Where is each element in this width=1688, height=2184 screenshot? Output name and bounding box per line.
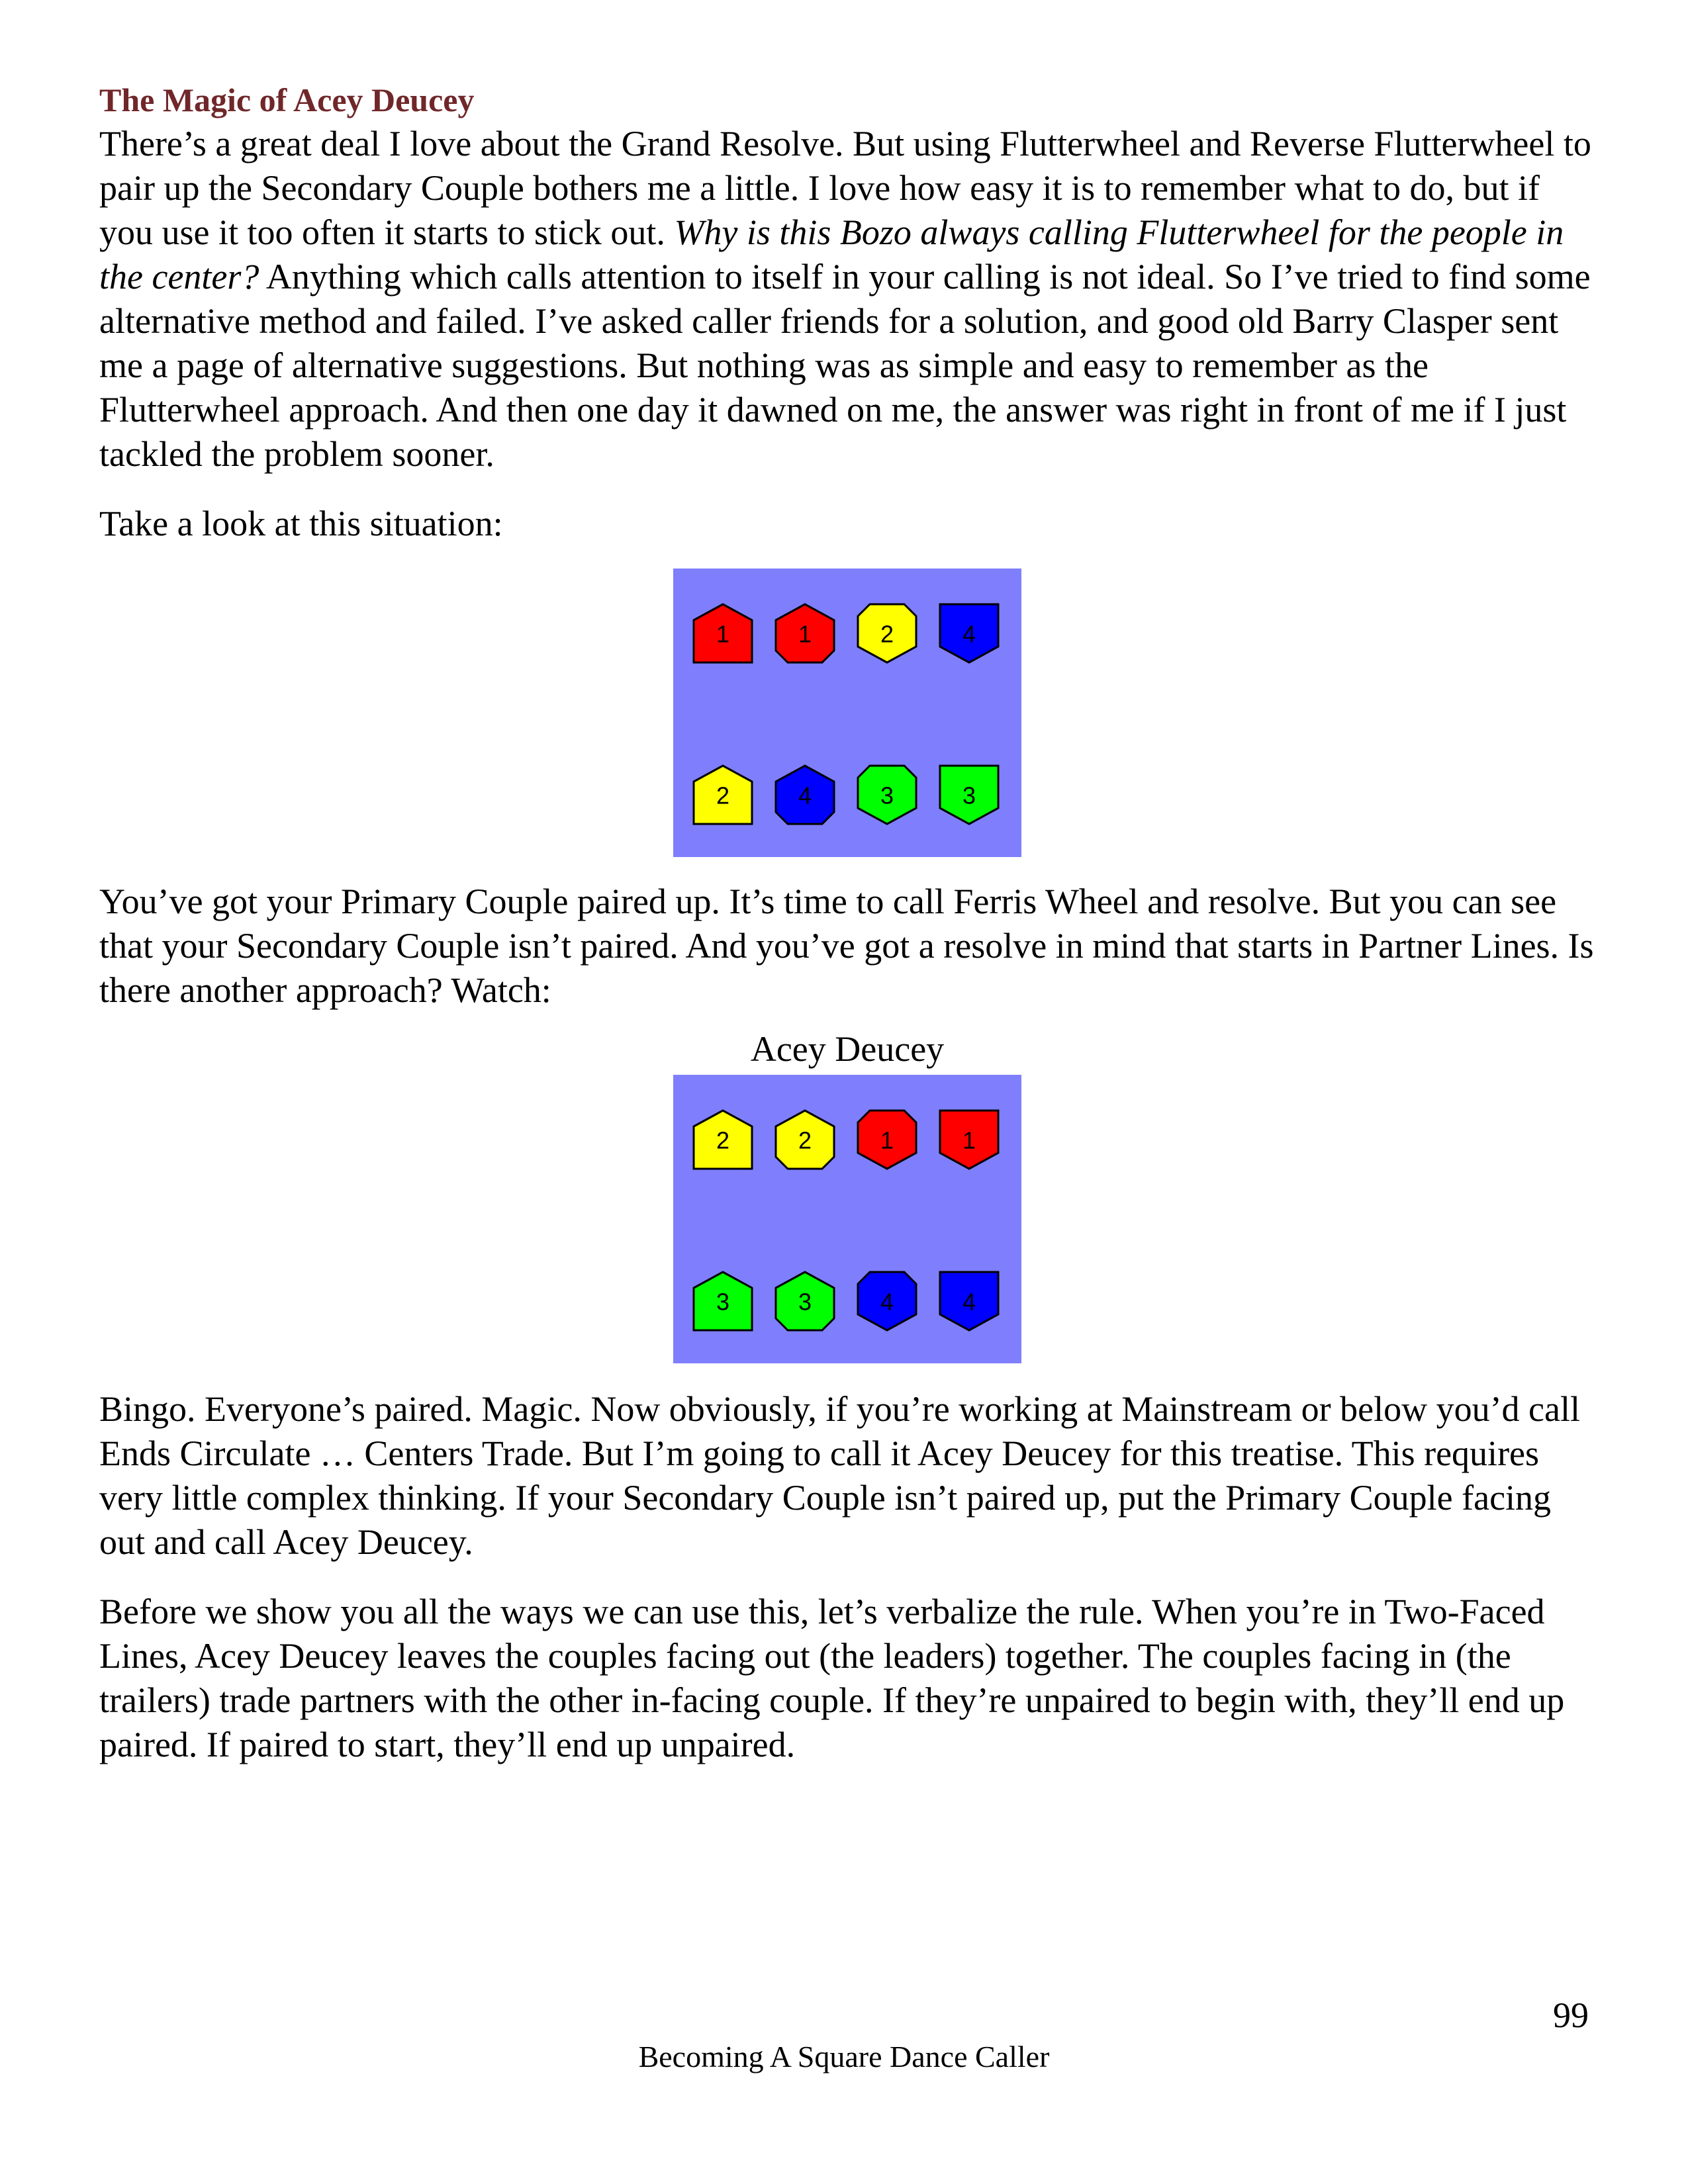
paragraph-intro-text-2: Anything which calls attention to itself in your calling is not ideal. So I’ve tried to find some alternative method and failed. I’ve asked caller friends for a solution, and good old Barry Clasper sent me a page of alternative suggestions. But nothing was as simple and easy to remember as the Flutterwheel approach. And then one day it dawned on me, the answer was right in front of me if I just tackled the problem sooner. [99,257,1591,474]
dancer-label: 4 [962,1288,976,1316]
diagram-2-caption: Acey Deucey [750,1029,945,1069]
dancer-blue-4-boy [940,1272,998,1330]
footer-book-title: Becoming A Square Dance Caller [638,2040,1050,2073]
paragraph-rule: Before we show you all the ways we can use this, let’s verbalize the rule. When you’re in Two-Faced Lines, Acey Deucey leaves the couples facing out (the leaders) together. The couples facing in (the trailers) trade partners with the other in-facing couple. If they’re unpaired to begin with, they’ll end up paired. If paired to start, they’ll end up unpaired. [99,1592,1565,1764]
diagram-1-block [99,569,1595,857]
dancer-label: 1 [962,1126,976,1154]
dancer-green-3-boy [940,766,998,824]
dancer-label: 4 [798,782,812,809]
diagram-2-formation [673,1075,1021,1363]
dancer-yellow-2-girl [776,1111,834,1169]
diagram-1-formation [673,569,1021,857]
paragraph-intro [99,122,1595,477]
page-content [99,78,1595,1767]
dancer-red-1-girl [776,604,834,662]
dancer-label: 3 [798,1288,812,1316]
dancer-blue-4-girl [776,766,834,824]
section-heading: The Magic of Acey Deucey [99,81,475,118]
dancer-label: 1 [716,620,730,648]
dancer-label: 4 [962,620,976,648]
paragraph-intro-text-1: There’s a great deal I love about the Grand Resolve. But using Flutterwheel and Reverse Flutterwheel to pair up the Secondary Couple bothers me a little. I love how easy it is to remember what to do, but if you use it too often it starts to stick out. [99,124,1591,252]
dancer-red-1-boy [940,1111,998,1169]
dancer-label: 3 [962,782,976,809]
dancer-label: 3 [716,1288,730,1316]
dancer-blue-4-boy [940,604,998,662]
dancer-label: 2 [798,1126,812,1154]
diagram1-svg [673,569,1021,857]
dancer-label: 3 [880,782,894,809]
paragraph-situation: Take a look at this situation: [99,504,503,543]
dancer-green-3-girl [858,766,916,824]
page-number: 99 [1553,1995,1589,2035]
dancer-yellow-2-boy [694,1111,752,1169]
dancer-green-3-boy [694,1272,752,1330]
diagram-2-block [99,1026,1595,1363]
dancer-blue-4-girl [858,1272,916,1330]
dancer-yellow-2-boy [694,766,752,824]
dancer-label: 1 [880,1126,894,1154]
paragraph-intro-italic: Why is this Bozo always calling Flutterwheel for the people in the center? [99,212,1564,296]
dancer-label: 4 [880,1288,894,1316]
dancer-red-1-girl [858,1111,916,1169]
dancer-yellow-2-girl [858,604,916,662]
paragraph-bingo: Bingo. Everyone’s paired. Magic. Now obviously, if you’re working at Mainstream or below you’d call Ends Circulate … Centers Trade. But I’m going to call it Acey Deucey for this treatise. This requires very little complex thinking. If your Secondary Couple isn’t paired up, put the Primary Couple facing out and call Acey Deucey. [99,1389,1580,1562]
dancer-label: 2 [716,782,730,809]
dancer-green-3-girl [776,1272,834,1330]
diagram2-svg [673,1075,1021,1363]
paragraph-primary-couple: You’ve got your Primary Couple paired up. It’s time to call Ferris Wheel and resolve. But you can see that your Secondary Couple isn’t paired. And you’ve got a resolve in mind that starts in Partner Lines. Is there another approach? Watch: [99,882,1594,1010]
dancer-label: 1 [798,620,812,648]
dancer-red-1-boy [694,604,752,662]
dancer-label: 2 [880,620,894,648]
dancer-label: 2 [716,1126,730,1154]
